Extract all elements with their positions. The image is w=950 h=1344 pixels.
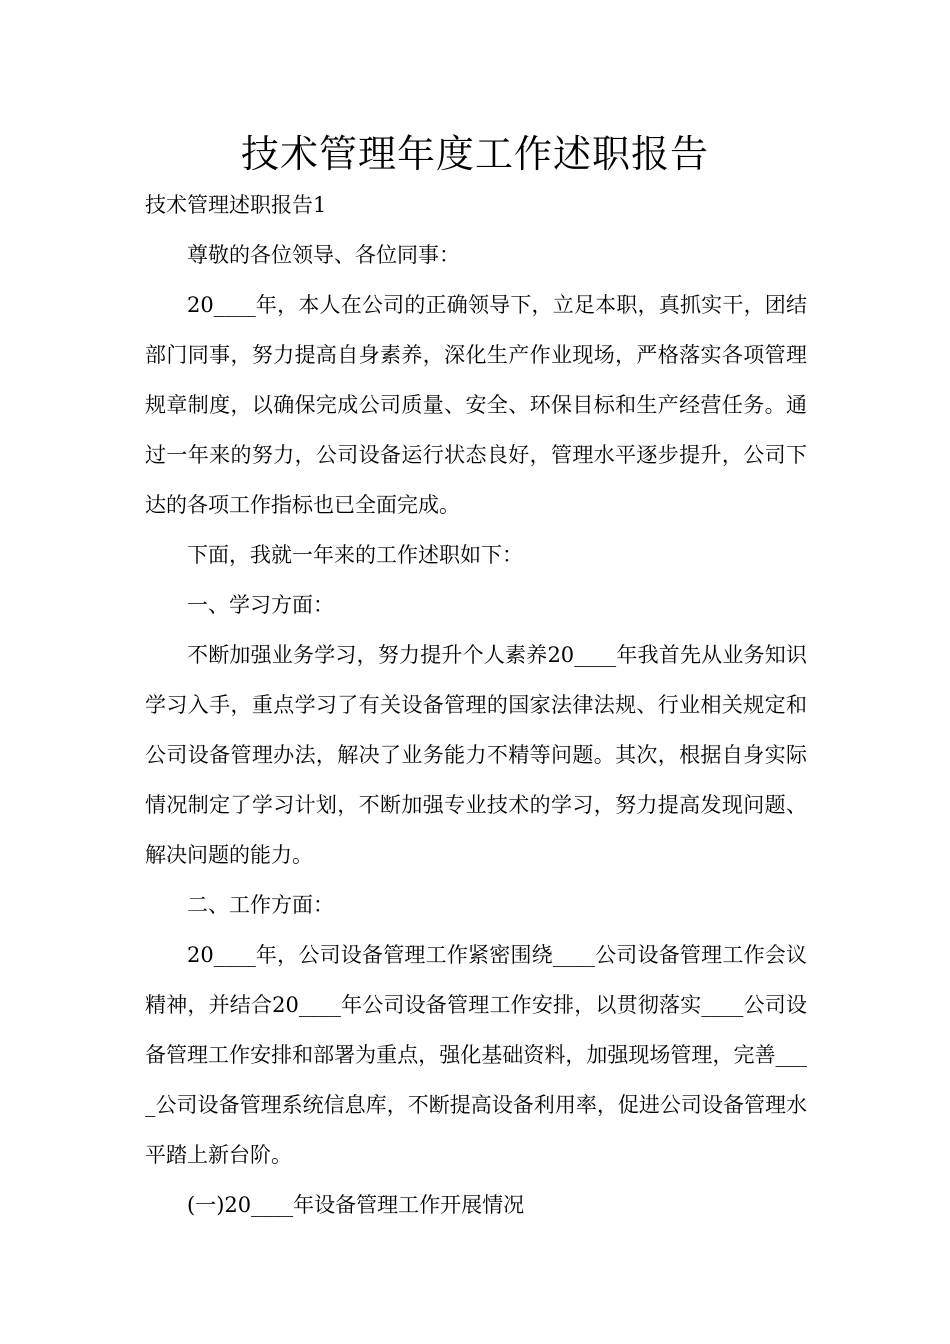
study-paragraph: 不断加强业务学习，努力提升个人素养20____年我首先从业务知识学习入手，重点学习了有关设备管理的国家法律法规、行业相关规定和公司设备管理办法，解决了业务能力不精等问题。其次，根据自身实际情况制定了学习计划，不断加强专业技术的学习，努力提高发现问题、解决问题的能力。	[145, 643, 807, 867]
overview-paragraph: 下面，我就一年来的工作述职如下：	[187, 543, 523, 567]
work-paragraph: 20____年，公司设备管理工作紧密围绕____公司设备管理工作会议精神，并结合20____年公司设备管理工作安排，以贯彻落实____公司设备管理工作安排和部署为重点，强化基础资料，加强现场管理，完善____公司设备管理系统信息库，不断提高设备利用率，促进公司设备管理水平踏上新台阶。	[145, 943, 807, 1167]
section-heading-work: 二、工作方面：	[187, 893, 334, 917]
document-body	[145, 180, 807, 1230]
intro-paragraph: 20____年，本人在公司的正确领导下，立足本职，真抓实干，团结部门同事，努力提高自身素养，深化生产作业现场，严格落实各项管理规章制度，以确保完成公司质量、安全、环保目标和生产经营任务。通过一年来的努力，公司设备运行状态良好，管理水平逐步提升，公司下达的各项工作指标也已全面完成。	[145, 293, 807, 517]
subsection-heading: (一)20____年设备管理工作开展情况	[187, 1193, 525, 1217]
report-subtitle: 技术管理述职报告1	[145, 193, 327, 217]
salutation-paragraph: 尊敬的各位领导、各位同事：	[187, 243, 460, 267]
document-title: 技术管理年度工作述职报告	[240, 132, 709, 176]
section-heading-study: 一、学习方面：	[187, 593, 334, 617]
